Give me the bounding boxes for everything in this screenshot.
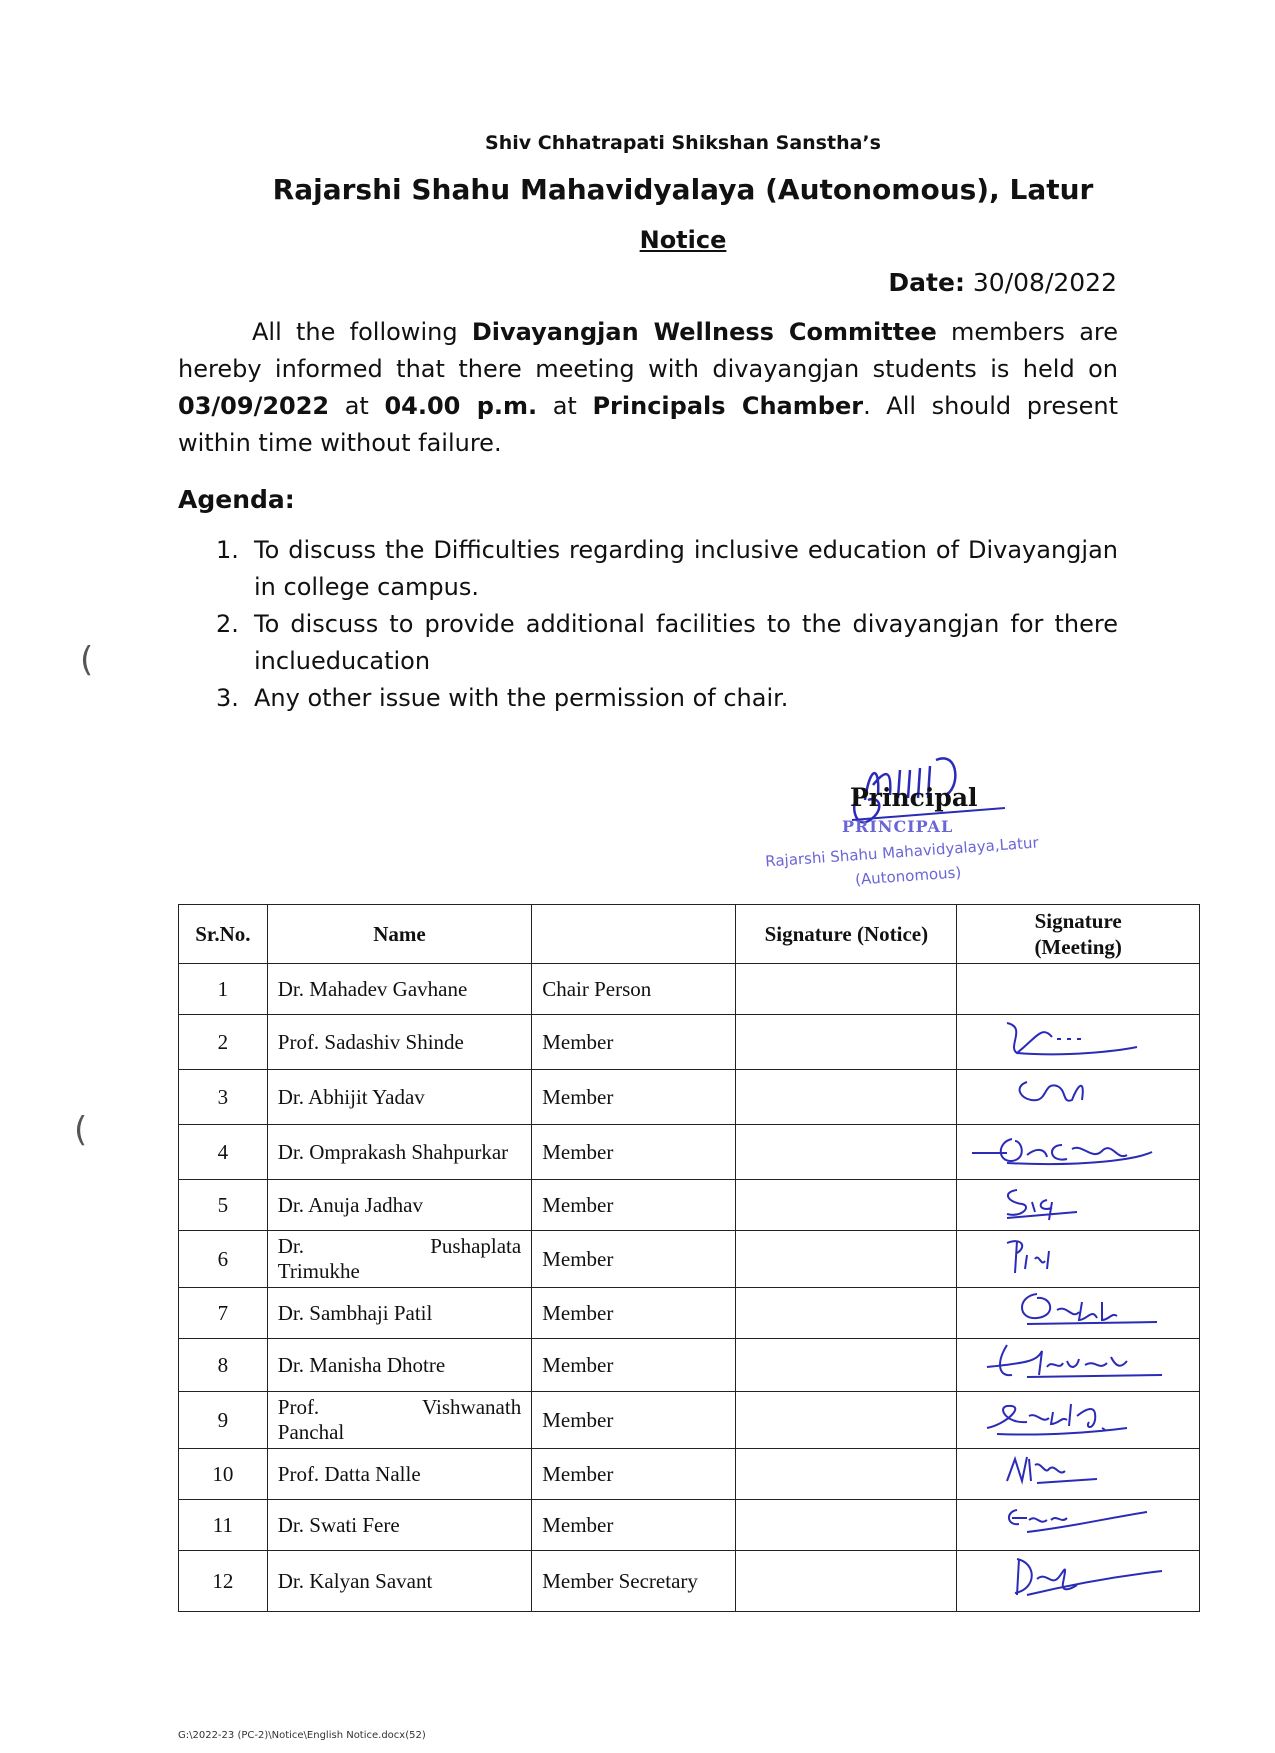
notice-title: Notice — [639, 226, 727, 254]
college-name: Rajarshi Shahu Mahavidyalaya (Autonomous), Latur — [272, 173, 1094, 206]
signature-mark — [967, 1553, 1167, 1603]
stamp-college: Rajarshi Shahu Mahavidyalaya,Latur — [764, 833, 1040, 871]
table-row: 7 Dr. Sambhaji Patil Member — [179, 1288, 1200, 1339]
body-part-4: at — [537, 392, 593, 420]
meeting-date: 03/09/2022 — [178, 392, 330, 420]
date-label: Date: — [888, 268, 965, 297]
signature-mark — [967, 1290, 1167, 1330]
principal-title: Principal — [850, 783, 978, 812]
signature-mark — [967, 1017, 1167, 1061]
committee-name: Divayangjan Wellness Committee — [471, 318, 937, 346]
signature-mark — [967, 1127, 1167, 1171]
table-row: 8 Dr. Manisha Dhotre Member — [179, 1339, 1200, 1392]
file-path-footer: G:\2022-23 (PC-2)\Notice\English Notice.docx(52) — [178, 1730, 426, 1741]
body-part-5: . All should present within time without failure. — [178, 392, 1118, 457]
table-row: 11 Dr. Swati Fere Member — [179, 1500, 1200, 1551]
table-row: 2 Prof. Sadashiv Shinde Member — [179, 1015, 1200, 1070]
header-role — [532, 905, 736, 964]
agenda-heading: Agenda: — [178, 485, 295, 514]
table-row: 4 Dr. Omprakash Shahpurkar Member — [179, 1125, 1200, 1180]
table-row: 3 Dr. Abhijit Yadav Member — [179, 1070, 1200, 1125]
members-table — [178, 904, 1200, 1612]
table-row: 12 Dr. Kalyan Savant Member Secretary — [179, 1551, 1200, 1612]
agenda-item: 1. To discuss the Difficulties regarding inclusive education of Divayangjan in college campus. — [216, 536, 1118, 601]
date-value: 30/08/2022 — [972, 268, 1117, 297]
agenda-item: 2. To discuss to provide additional facilities to the divayangjan for there inclueducation — [216, 610, 1118, 675]
header-signature-meeting: Signature (Meeting) — [957, 905, 1200, 964]
signature-mark — [967, 1502, 1167, 1542]
sanstha-name: Shiv Chhatrapati Shikshan Sanstha’s — [485, 132, 881, 154]
signature-mark — [967, 1233, 1167, 1279]
signature-mark — [967, 1182, 1167, 1222]
margin-mark: ( — [74, 1110, 88, 1150]
signature-mark — [967, 1072, 1167, 1116]
signature-mark — [967, 1394, 1167, 1440]
table-row: 6 Dr. Pushaplata Trimukhe Member — [179, 1231, 1200, 1288]
meeting-time: 04.00 p.m. — [384, 392, 538, 420]
table-row: 10 Prof. Datta Nalle Member — [179, 1449, 1200, 1500]
table-row: 1 Dr. Mahadev Gavhane Chair Person — [179, 964, 1200, 1015]
stamp-autonomous: (Autonomous) — [854, 863, 962, 889]
body-part-2: members are hereby informed that there meeting with divayangjan students is held on — [178, 318, 1119, 383]
agenda-item: 3. Any other issue with the permission of chair. — [216, 684, 789, 712]
margin-mark: ( — [80, 640, 94, 680]
stamp-title: PRINCIPAL — [842, 817, 954, 836]
header-sr: Sr.No. — [179, 905, 268, 964]
signature-mark — [967, 1451, 1167, 1491]
signature-mark — [967, 1341, 1167, 1383]
table-header-row — [179, 905, 1200, 964]
body-part-3: at — [329, 392, 385, 420]
body-part-1: All the following — [252, 318, 472, 346]
notice-body — [178, 314, 1118, 462]
notice-date — [888, 268, 1117, 297]
agenda-list — [216, 532, 1118, 717]
meeting-venue: Principals Chamber — [592, 392, 864, 420]
header-name: Name — [267, 905, 531, 964]
header-signature-notice: Signature (Notice) — [736, 905, 957, 964]
table-row: 5 Dr. Anuja Jadhav Member — [179, 1180, 1200, 1231]
table-row: 9 Prof. Vishwanath Panchal Member — [179, 1392, 1200, 1449]
